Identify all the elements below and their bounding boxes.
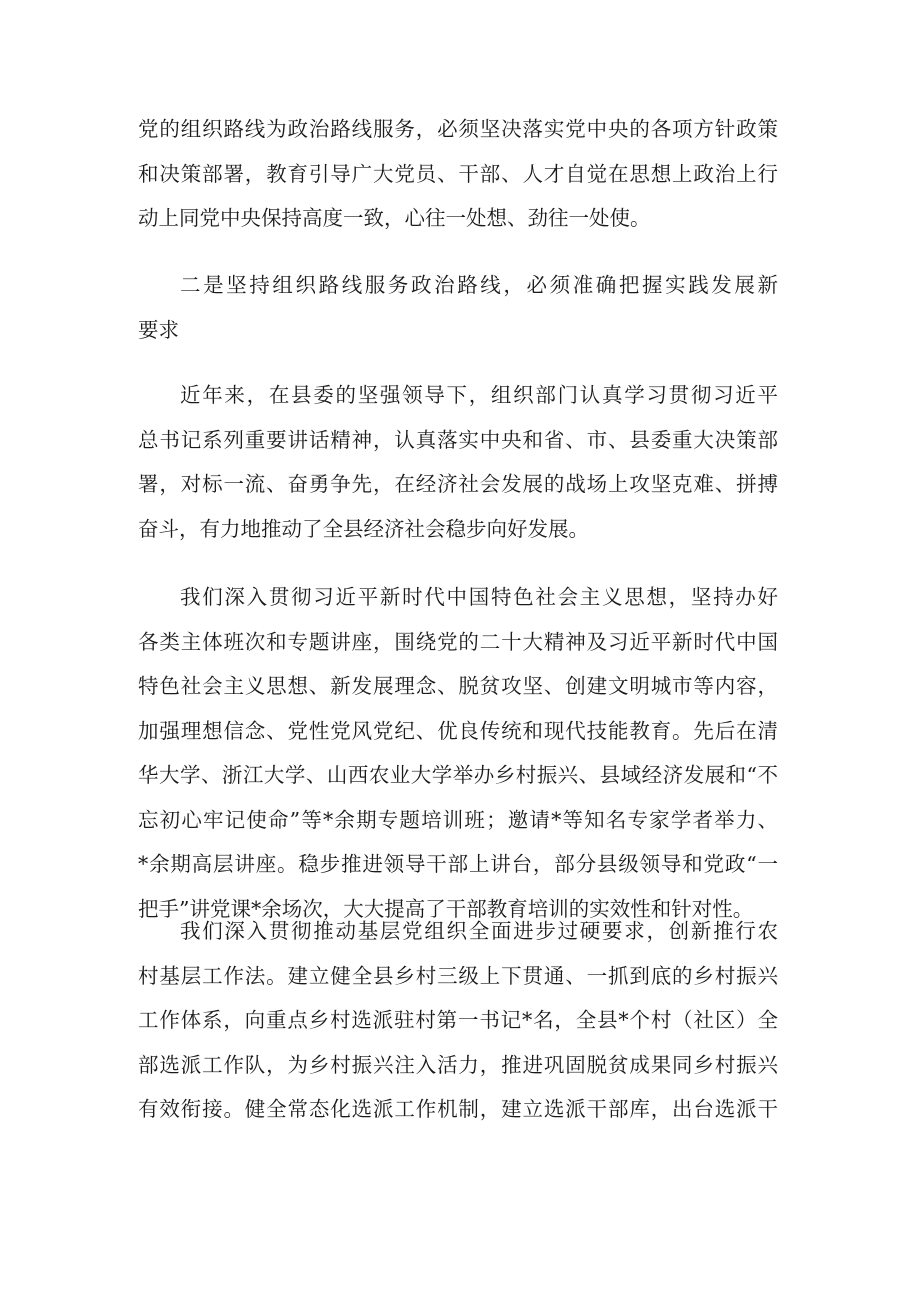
text-line: 各类主体班次和专题讲座，围绕党的二十大精神及习近平新时代中国 xyxy=(138,629,778,654)
text-line: 我们深入贯彻习近平新时代中国特色社会主义思想，坚持办好 xyxy=(180,585,778,609)
text-line: 村基层工作法。建立健全县乡村三级上下贯通、一抓到底的乡村振兴 xyxy=(138,963,778,988)
section-heading xyxy=(138,263,778,352)
paragraph-grassroots xyxy=(138,909,778,1132)
text-line: *余期高层讲座。稳步推进领导干部上讲台，部分县级领导和党政“一 xyxy=(138,852,778,876)
text-line: 工作体系，向重点乡村选派驻村第一书记*名，全县*个村（社区）全 xyxy=(138,1008,778,1032)
text-line: 党的组织路线为政治路线服务，必须坚决落实党中央的各项方针政策 xyxy=(138,117,778,141)
text-line: 加强理想信念、党性党风党纪、优良传统和现代技能教育。先后在清 xyxy=(138,718,778,743)
text-line: 部选派工作队，为乡村振兴注入活力，推进巩固脱贫成果同乡村振兴 xyxy=(138,1052,778,1077)
paragraph-continuation xyxy=(138,107,778,241)
heading-line: 要求 xyxy=(138,317,179,342)
text-line: 忘初心牢记使命”等*余期专题培训班；邀请*等知名专家学者举力、 xyxy=(138,807,778,832)
text-line: 我们深入贯彻推动基层党组织全面进步过硬要求，创新推行农 xyxy=(180,919,778,943)
text-line: 把手”讲党课*余场次，大大提高了干部教育培训的实效性和针对性。 xyxy=(138,896,754,921)
paragraph-recent-years xyxy=(138,373,778,551)
text-line: 近年来，在县委的坚强领导下，组织部门认真学习贯彻习近平 xyxy=(180,383,778,407)
text-line: 总书记系列重要讲话精神，认真落实中央和省、市、县委重大决策部 xyxy=(138,427,778,452)
text-line: 动上同党中央保持高度一致，心往一处想、劲往一处使。 xyxy=(138,206,651,230)
text-line: 华大学、浙江大学、山西农业大学举办乡村振兴、县域经济发展和“不 xyxy=(138,763,778,787)
paragraph-education-training xyxy=(138,575,778,931)
text-line: 和决策部署，教育引导广大党员、干部、人才自觉在思想上政治上行 xyxy=(138,161,778,186)
text-line: 奋斗，有力地推动了全县经济社会稳步向好发展。 xyxy=(138,516,589,541)
text-line: 特色社会主义思想、新发展理念、脱贫攻坚、创建文明城市等内容， xyxy=(138,674,778,698)
heading-line: 二是坚持组织路线服务政治路线，必须准确把握实践发展新 xyxy=(180,273,778,297)
text-line: 署，对标一流、奋勇争先，在经济社会发展的战场上攻坚克难、拼搏 xyxy=(138,472,778,496)
text-line: 有效衔接。健全常态化选派工作机制，建立选派干部库，出台选派干 xyxy=(138,1097,778,1121)
